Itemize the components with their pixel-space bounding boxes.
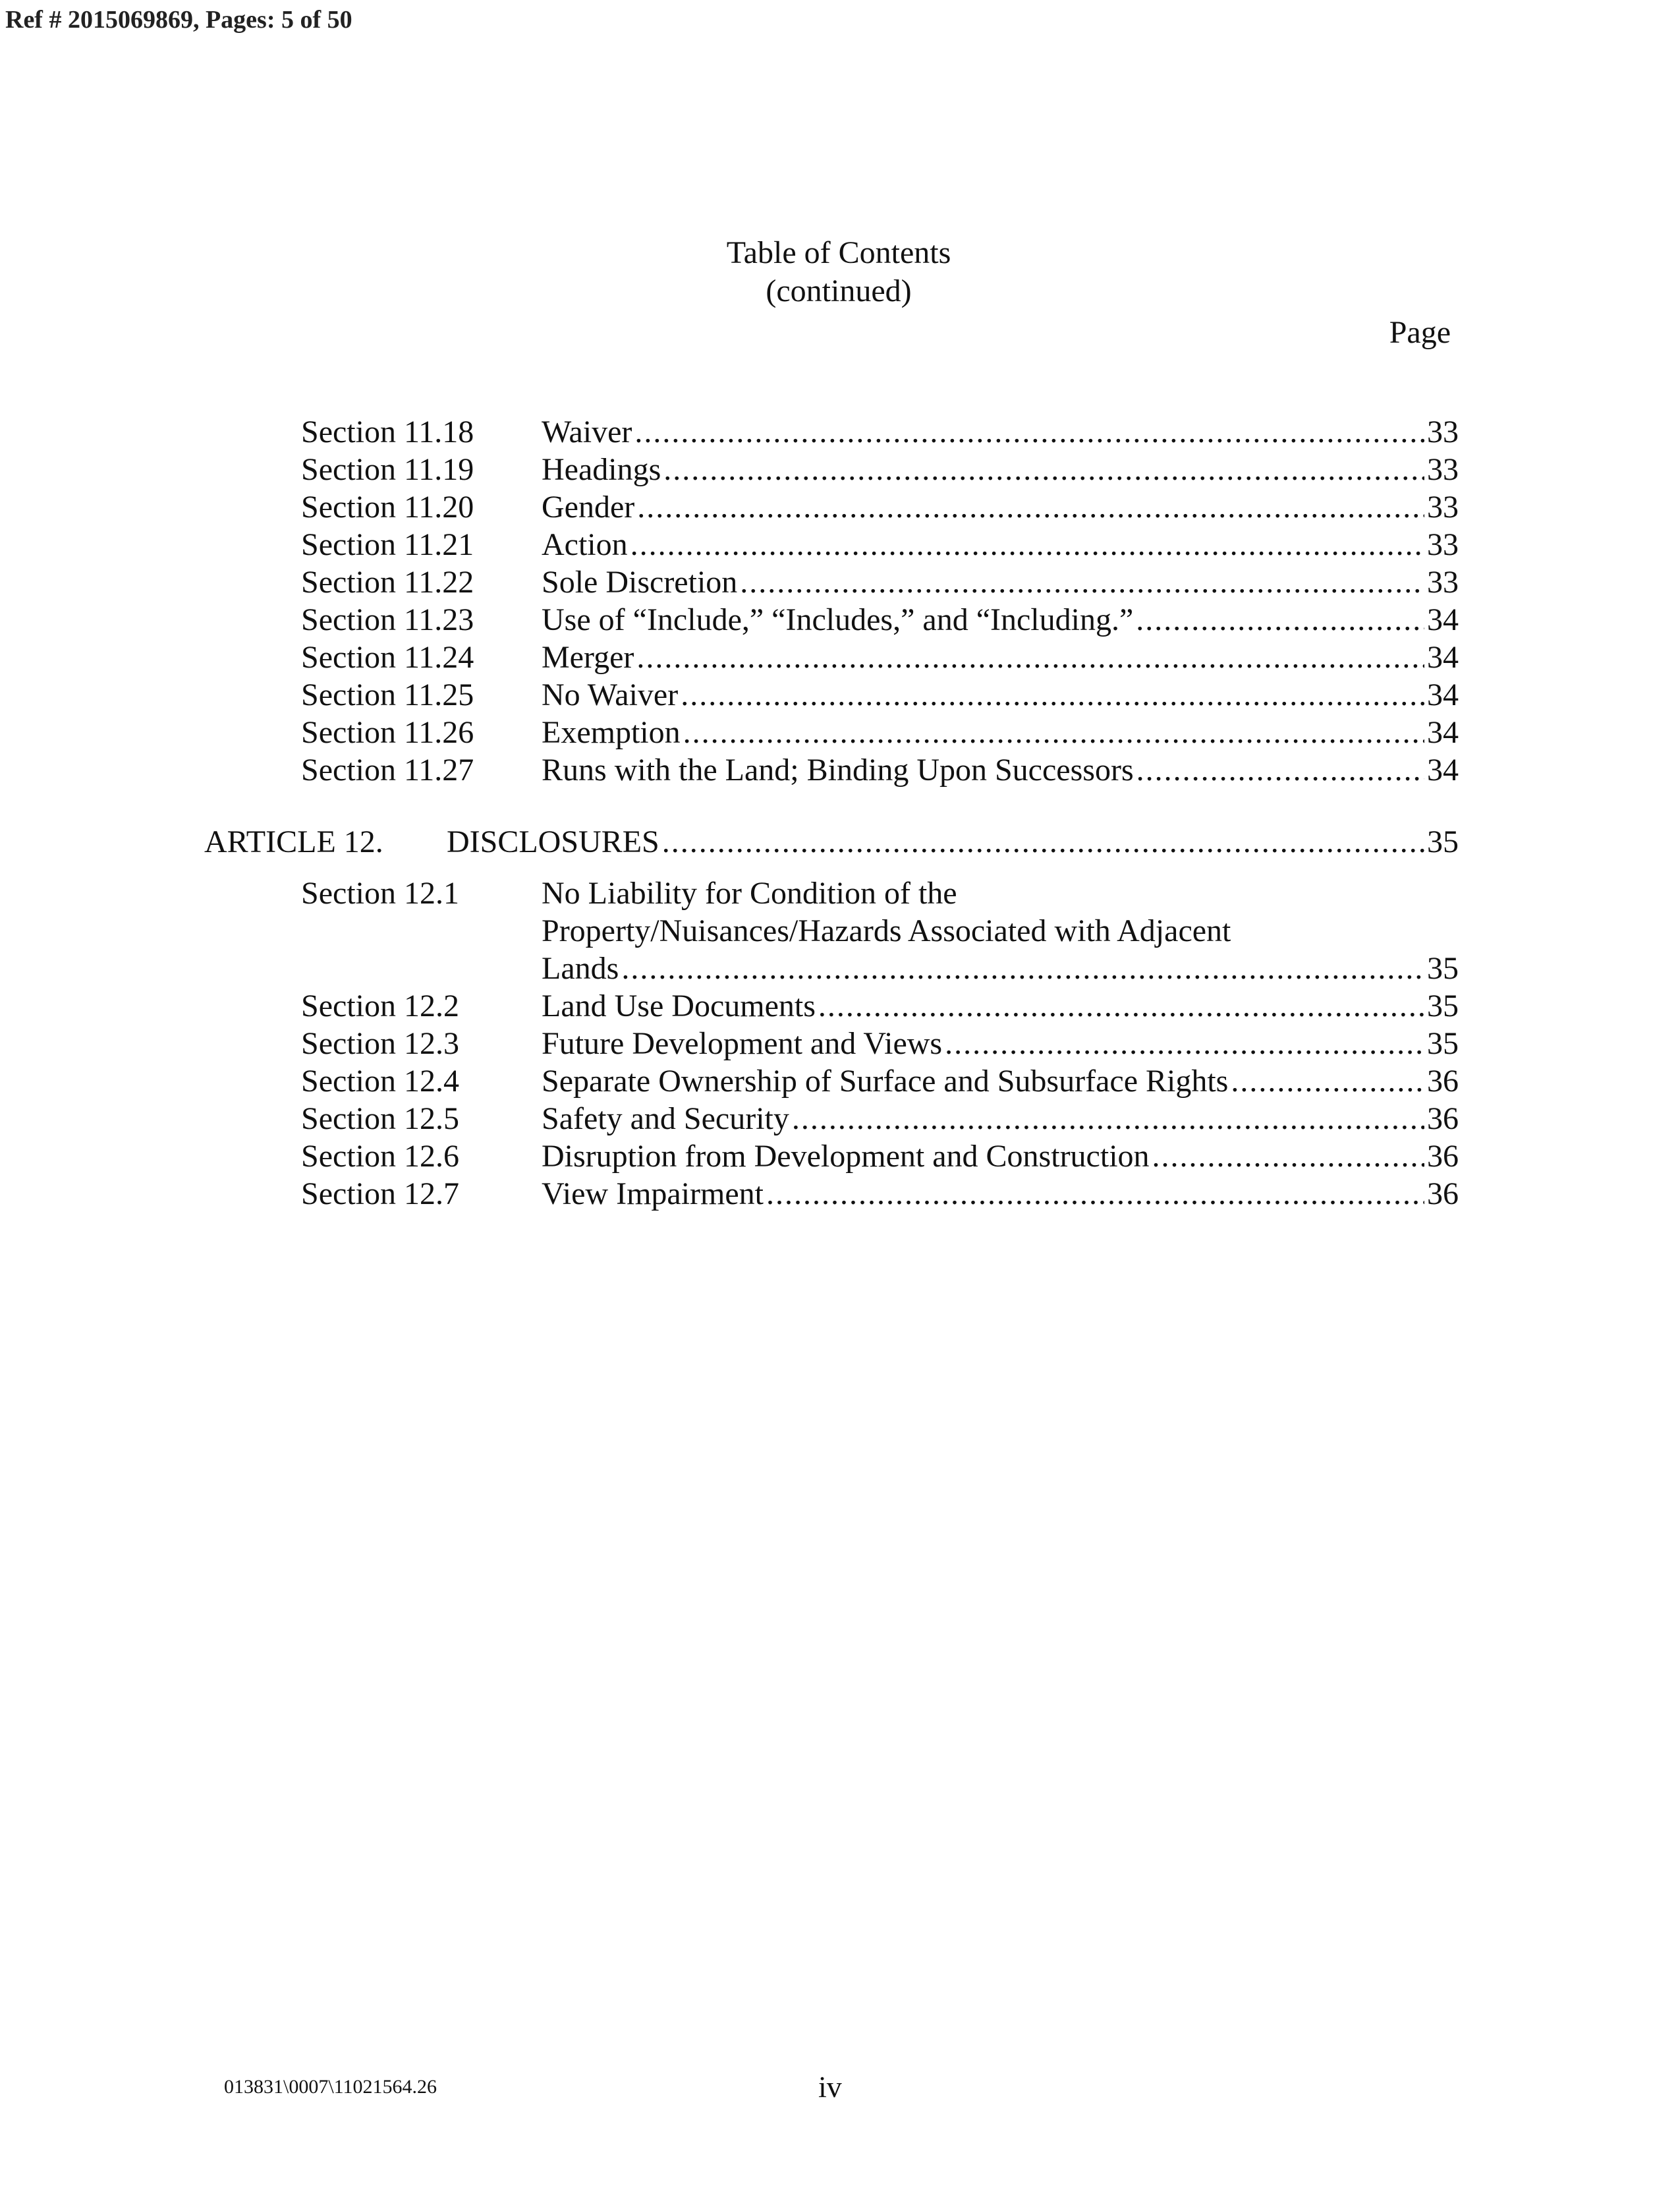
dot-leader [663,451,1424,489]
dot-leader [681,676,1424,714]
page-number: 35 [1427,989,1459,1023]
article-entry [447,823,1459,861]
page-number: 34 [1427,715,1459,750]
page-column-label: Page [1389,315,1451,350]
toc-title-continued: (continued) [766,273,912,308]
section-12-1-row-end [542,950,1459,988]
toc-entry [542,676,1459,714]
toc-section-row [301,1100,1459,1138]
toc-entry-title: View Impairment [542,1176,764,1211]
toc-entry [542,413,1459,451]
toc-entry-title: Exemption [542,715,681,750]
toc-entry-title: Disruption from Development and Construction [542,1139,1150,1174]
dot-leader [945,1025,1424,1063]
section-number: Section 11.23 [301,602,474,637]
toc-entry-title: Runs with the Land; Binding Upon Successors [542,753,1134,788]
toc-section-row [301,563,1459,602]
toc-entry [542,1062,1459,1101]
dot-leader [1152,1137,1424,1176]
toc-entry-title: Headings [542,452,661,487]
dot-leader [792,1100,1424,1138]
article-label: ARTICLE 12. [204,824,383,859]
toc-entry-title: Use of “Include,” “Includes,” and “Including.” [542,602,1134,637]
toc-entry [542,1100,1459,1138]
page-number: 36 [1427,1176,1459,1211]
toc-entry-title: Merger [542,640,634,675]
dot-leader [740,563,1424,602]
section-number: Section 11.22 [301,565,474,600]
page-number: 33 [1427,527,1459,562]
toc-section-row [301,639,1459,677]
page-number: 35 [1427,951,1459,986]
toc-entry [542,639,1459,677]
section-number: Section 12.6 [301,1139,459,1174]
toc-section-row [301,1025,1459,1063]
toc-section-row [301,451,1459,489]
toc-entry-title: Land Use Documents [542,989,816,1023]
toc-entry [542,488,1459,527]
dot-leader [1136,601,1424,639]
toc-section-row [301,1062,1459,1101]
section-12-1-label: Section 12.1 [301,876,459,911]
section-number: Section 12.3 [301,1026,459,1061]
toc-entry [542,1175,1459,1213]
page-number: 36 [1427,1139,1459,1174]
toc-section-row [301,751,1459,790]
page-number: 36 [1427,1064,1459,1099]
toc-entry-title: Waiver [542,415,632,449]
dot-leader [636,639,1424,677]
toc-section-row [301,714,1459,752]
footer-page-number: iv [818,2070,842,2104]
toc-entry [542,601,1459,639]
toc-section-row [301,413,1459,451]
dot-leader [637,488,1424,527]
toc-entry-title: Gender [542,490,635,525]
toc-entry-title: No Waiver [542,677,679,712]
section-number: Section 11.25 [301,677,474,712]
toc-section-row [301,1175,1459,1213]
toc-entry-title: Separate Ownership of Surface and Subsurface Rights [542,1064,1229,1099]
dot-leader [621,950,1424,988]
section-12-1-line2: Property/Nuisances/Hazards Associated with Adjacent [542,913,1231,948]
toc-section-row [301,987,1459,1025]
reference-header: Ref # 2015069869, Pages: 5 of 50 [5,6,352,34]
section-number: Section 12.7 [301,1176,459,1211]
section-number: Section 11.18 [301,415,474,449]
article-title: DISCLOSURES [447,824,659,859]
page-number: 33 [1427,490,1459,525]
document-id: 013831\0007\11021564.26 [224,2076,437,2098]
section-number: Section 11.24 [301,640,474,675]
section-number: Section 11.21 [301,527,474,562]
toc-section-row [301,1137,1459,1176]
page-number: 34 [1427,753,1459,788]
page-number: 33 [1427,452,1459,487]
dot-leader [683,714,1424,752]
toc-entry [542,1137,1459,1176]
toc-title-main: Table of Contents [726,235,951,270]
article-12-row [204,823,1459,861]
toc-entry [542,987,1459,1025]
page-number: 34 [1427,640,1459,675]
dot-leader [1231,1062,1424,1101]
toc-title [0,234,1680,310]
toc-entry [542,714,1459,752]
toc-entry [542,563,1459,602]
dot-leader [1136,751,1424,790]
toc-entry [542,1025,1459,1063]
page-number: 34 [1427,602,1459,637]
page-number: 35 [1427,1026,1459,1061]
toc-entry-title: Lands [542,951,619,986]
page-number: 35 [1427,824,1459,859]
section-number: Section 11.20 [301,490,474,525]
toc-entry-title: Sole Discretion [542,565,738,600]
dot-leader [818,987,1424,1025]
toc-entry [542,451,1459,489]
page-number: 33 [1427,415,1459,449]
section-number: Section 11.19 [301,452,474,487]
toc-entry-title: Action [542,527,628,562]
section-number: Section 12.2 [301,989,459,1023]
section-12-1-line1: No Liability for Condition of the [542,876,957,911]
section-number: Section 11.26 [301,715,474,750]
dot-leader [662,823,1424,861]
section-number: Section 12.5 [301,1101,459,1136]
toc-entry [542,950,1459,988]
toc-section-row [301,488,1459,527]
toc-section-row [301,526,1459,564]
toc-entry-title: Safety and Security [542,1101,789,1136]
section-number: Section 11.27 [301,753,474,788]
dot-leader [630,526,1424,564]
toc-section-row [301,601,1459,639]
page-number: 36 [1427,1101,1459,1136]
dot-leader [634,413,1424,451]
page-number: 33 [1427,565,1459,600]
toc-section-row [301,676,1459,714]
page-number: 34 [1427,677,1459,712]
dot-leader [766,1175,1424,1213]
toc-entry [542,751,1459,790]
toc-entry-title: Future Development and Views [542,1026,943,1061]
toc-entry [542,526,1459,564]
section-number: Section 12.4 [301,1064,459,1099]
